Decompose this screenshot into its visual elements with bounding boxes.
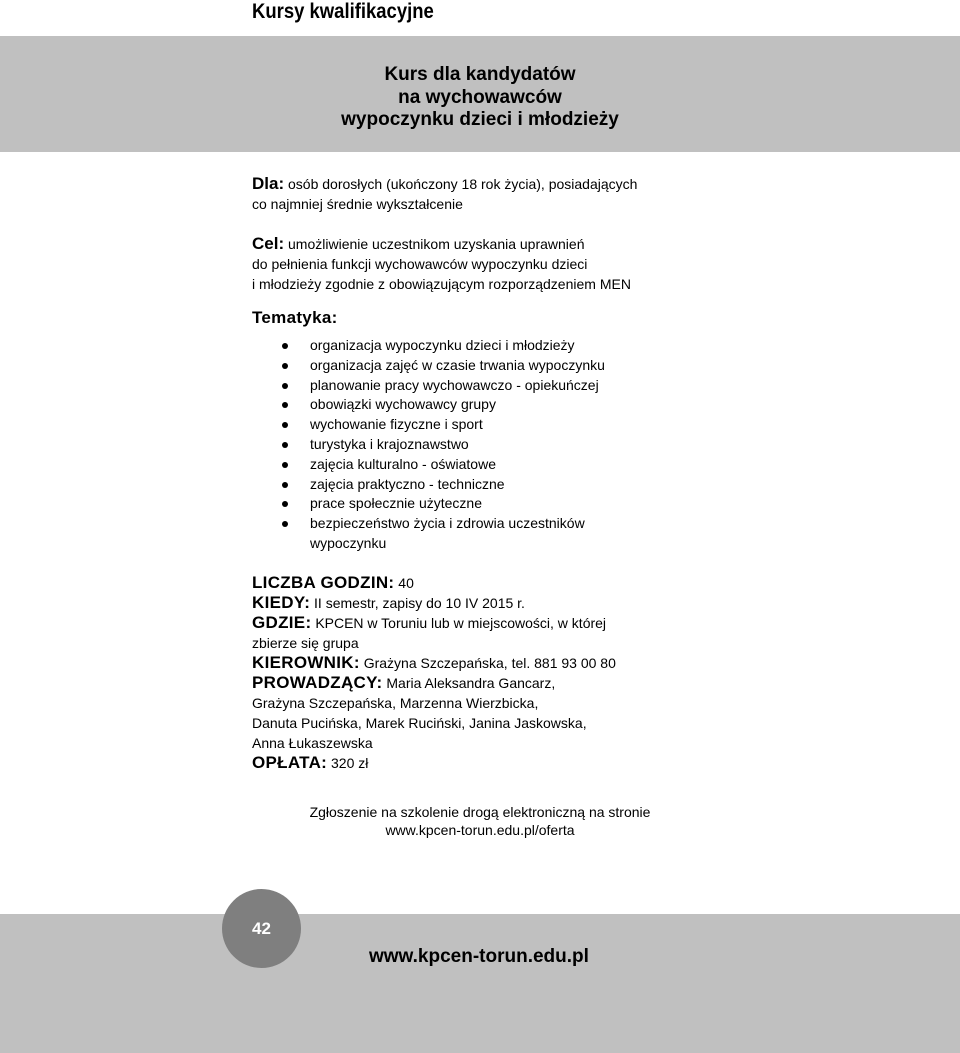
fee-row [252, 753, 752, 773]
list-item: prace społecznie użyteczne [252, 494, 752, 514]
list-item: wychowanie fizyczne i sport [252, 415, 752, 435]
audience-text-2: co najmniej średnie wykształcenie [252, 196, 463, 212]
leaders-value-1: Maria Aleksandra Gancarz, [386, 674, 556, 691]
course-title-line-2: na wychowawców [398, 87, 562, 108]
where-value-2: zbierze się grupa [252, 634, 359, 651]
goal-text-1: umożliwienie uczestnikom uzyskania uprawnień [288, 236, 585, 252]
leaders-value-3: Danuta Pucińska, Marek Ruciński, Janina Jaskowska, [252, 714, 587, 731]
audience-block [252, 174, 752, 214]
list-item: planowanie pracy wychowawczo - opiekuńczej [252, 376, 752, 396]
when-row [252, 593, 752, 613]
course-details [252, 573, 752, 773]
fee-label: OPŁATA: [252, 752, 328, 772]
hours-value: 40 [398, 574, 414, 591]
page-number-badge: 42 [222, 889, 301, 968]
hours-label: LICZBA GODZIN: [252, 572, 395, 592]
topics-list [252, 336, 752, 554]
list-item: zajęcia praktyczno - techniczne [252, 475, 752, 495]
leaders-row [252, 673, 752, 753]
manager-label: KIEROWNIK: [252, 652, 360, 672]
registration-notice [252, 803, 708, 839]
goal-text-2: do pełnienia funkcji wychowawców wypoczynku dzieci [252, 256, 588, 272]
course-title-line-3: wypoczynku dzieci i młodzieży [341, 109, 619, 130]
goal-text-3: i młodzieży zgodnie z obowiązującym rozporządzeniem MEN [252, 276, 631, 292]
audience-label: Dla: [252, 174, 285, 193]
leaders-value-2: Grażyna Szczepańska, Marzenna Wierzbicka, [252, 694, 539, 711]
footer-bar [0, 914, 960, 1053]
course-title-banner [0, 36, 960, 152]
section-title: Kursy kwalifikacyjne [252, 0, 434, 23]
leaders-value-4: Anna Łukaszewska [252, 734, 373, 751]
bullet-icon [282, 442, 288, 448]
where-label: GDZIE: [252, 612, 312, 632]
list-item: obowiązki wychowawcy grupy [252, 395, 752, 415]
fee-value: 320 zł [331, 754, 369, 771]
bullet-icon [282, 402, 288, 408]
manager-row [252, 653, 752, 673]
where-value-1: KPCEN w Toruniu lub w miejscowości, w której [315, 614, 607, 631]
bullet-icon [282, 383, 288, 389]
bullet-icon [282, 422, 288, 428]
audience-text-1: osób dorosłych (ukończony 18 rok życia), posiadających [288, 176, 638, 192]
course-title-line-1: Kurs dla kandydatów [384, 64, 576, 85]
bullet-icon [282, 363, 288, 369]
bullet-icon [282, 501, 288, 507]
notice-text: Zgłoszenie na szkolenie drogą elektroniczną na stronie [309, 804, 651, 820]
goal-label: Cel: [252, 234, 285, 253]
list-item: organizacja wypoczynku dzieci i młodzieży [252, 336, 752, 356]
list-item: organizacja zajęć w czasie trwania wypoczynku [252, 356, 752, 376]
leaders-label: PROWADZĄCY: [252, 672, 383, 692]
when-value: II semestr, zapisy do 10 IV 2015 r. [314, 594, 525, 611]
bullet-icon [282, 521, 288, 527]
course-description [252, 174, 752, 773]
footer-website-link[interactable]: www.kpcen-torun.edu.pl [369, 946, 589, 967]
hours-row [252, 573, 752, 593]
bullet-icon [282, 462, 288, 468]
list-item: zajęcia kulturalno - oświatowe [252, 455, 752, 475]
offer-link[interactable]: www.kpcen-torun.edu.pl/oferta [385, 822, 575, 838]
bullet-icon [282, 482, 288, 488]
bullet-icon [282, 343, 288, 349]
manager-value: Grażyna Szczepańska, tel. 881 93 00 80 [363, 654, 616, 671]
when-label: KIEDY: [252, 592, 311, 612]
topics-heading: Tematyka: [252, 308, 338, 327]
list-item: bezpieczeństwo życia i zdrowia uczestników wypoczynku [252, 514, 752, 554]
list-item: turystyka i krajoznawstwo [252, 435, 752, 455]
where-row [252, 613, 752, 653]
goal-block [252, 234, 752, 294]
